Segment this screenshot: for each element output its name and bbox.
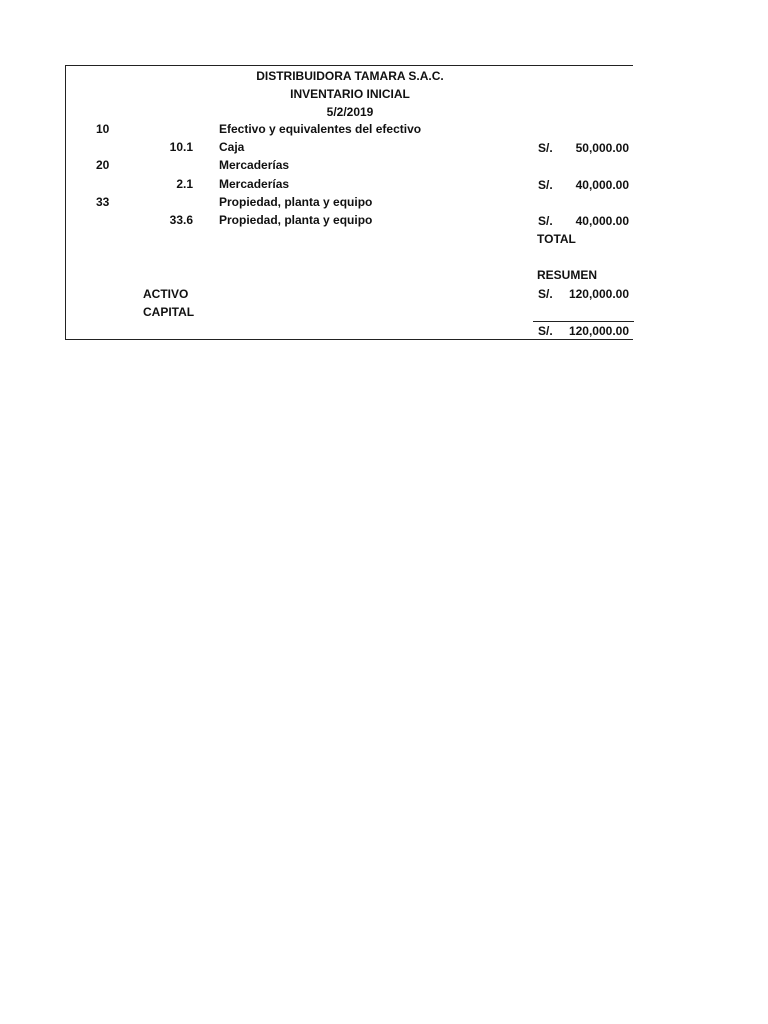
- company-name: DISTRIBUIDORA TAMARA S.A.C.: [256, 69, 444, 83]
- capital-label: CAPITAL: [143, 305, 195, 319]
- inventory-sheet: [65, 65, 633, 340]
- currency-symbol: S/.: [538, 178, 553, 192]
- account-code: 10: [96, 122, 110, 136]
- currency-symbol: S/.: [538, 141, 553, 155]
- total-label: TOTAL: [537, 232, 576, 246]
- account-description: Efectivo y equivalentes del efectivo: [219, 122, 422, 136]
- amount-value: 40,000.00: [575, 178, 629, 192]
- amount-value: 40,000.00: [575, 214, 629, 228]
- amount-value: 50,000.00: [575, 141, 629, 155]
- currency-symbol: S/.: [538, 214, 553, 228]
- activo-label: ACTIVO: [143, 287, 189, 301]
- currency-symbol: S/.: [538, 324, 553, 338]
- final-amount: 120,000.00: [568, 324, 629, 338]
- account-description: Mercaderías: [219, 177, 290, 191]
- account-code: 33: [96, 195, 110, 209]
- subaccount-code: 33.6: [169, 213, 193, 227]
- document-date: 5/2/2019: [326, 105, 374, 119]
- summary-label: RESUMEN: [537, 268, 598, 282]
- document-title: INVENTARIO INICIAL: [290, 87, 410, 101]
- activo-amount: 120,000.00: [568, 287, 629, 301]
- subaccount-code: 10.1: [169, 140, 193, 154]
- account-description: Mercaderías: [219, 158, 290, 172]
- total-rule: [533, 321, 634, 322]
- currency-symbol: S/.: [538, 287, 553, 301]
- subaccount-code: 2.1: [176, 177, 193, 191]
- account-description: Propiedad, planta y equipo: [219, 213, 373, 227]
- account-description: Propiedad, planta y equipo: [219, 195, 373, 209]
- account-code: 20: [96, 158, 110, 172]
- account-description: Caja: [219, 140, 245, 154]
